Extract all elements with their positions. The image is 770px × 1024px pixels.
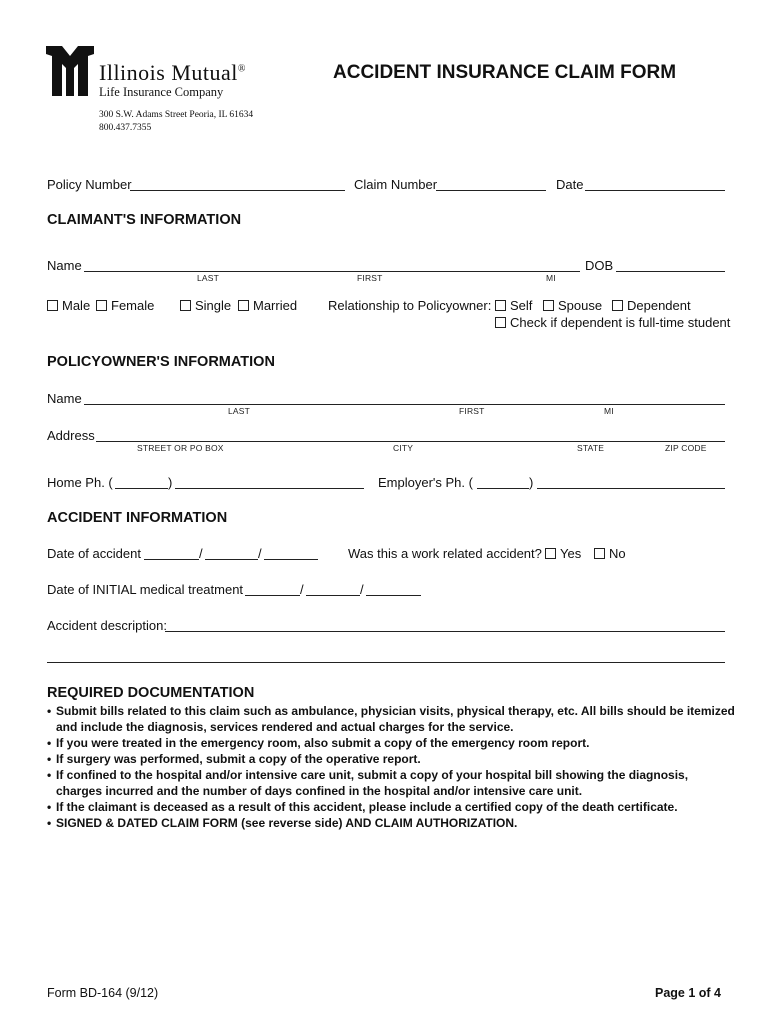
list-item: • If you were treated in the emergency room, also submit a copy of the emergency room report. (47, 735, 737, 751)
checkbox-icon (594, 548, 605, 559)
home-phone-label: Home Ph. ( (47, 475, 113, 490)
description-label: Accident description: (47, 618, 167, 633)
work-related-no-checkbox[interactable]: No (594, 546, 626, 561)
description-field-line-1[interactable] (165, 631, 725, 632)
required-docs-list (47, 703, 737, 831)
work-related-label: Was this a work related accident? (348, 546, 542, 561)
caption-state: STATE (577, 443, 605, 453)
dob-field[interactable] (616, 271, 725, 272)
claimant-name-label: Name (47, 258, 82, 273)
accident-date-label: Date of accident (47, 546, 141, 561)
date-label: Date (556, 177, 584, 192)
male-checkbox[interactable]: Male (47, 298, 90, 313)
date-field[interactable] (585, 190, 725, 191)
dependent-checkbox[interactable]: Dependent (612, 298, 691, 313)
checkbox-icon (47, 300, 58, 311)
work-related-yes-checkbox[interactable]: Yes (545, 546, 581, 561)
date-slash: / (300, 582, 304, 597)
claimant-name-field[interactable] (84, 271, 580, 272)
address-field[interactable] (96, 441, 725, 442)
company-phone: 800.437.7355 (99, 123, 152, 133)
checkbox-icon (495, 317, 506, 328)
spouse-checkbox[interactable]: Spouse (543, 298, 602, 313)
accident-day-field[interactable] (205, 559, 258, 560)
home-phone-field[interactable] (175, 488, 364, 489)
caption-last: LAST (197, 273, 220, 283)
initial-treatment-label: Date of INITIAL medical treatment (47, 582, 244, 597)
date-slash: / (258, 546, 262, 561)
list-item: • Submit bills related to this claim such as ambulance, physician visits, physical therapy, etc. All bills should be itemized and include the diagnosis, services rendered and actual charges for the service. (47, 703, 737, 735)
claim-number-field[interactable] (436, 190, 546, 191)
accident-heading: ACCIDENT INFORMATION (47, 510, 228, 526)
caption-street: STREET OR PO BOX (137, 443, 224, 453)
caption-city: CITY (393, 443, 414, 453)
form-title: ACCIDENT INSURANCE CLAIM FORM (333, 62, 677, 83)
treatment-year-field[interactable] (366, 595, 421, 596)
list-item: • If confined to the hospital and/or intensive care unit, submit a copy of your hospital bill showing the diagnosis, charges incurred and the number of days confined in the hospital and/or intensive care unit. (47, 767, 737, 799)
policy-number-label: Policy Number (47, 177, 132, 192)
female-checkbox[interactable]: Female (96, 298, 154, 313)
policy-number-field[interactable] (130, 190, 345, 191)
single-checkbox[interactable]: Single (180, 298, 231, 313)
checkbox-icon (495, 300, 506, 311)
dob-label: DOB (585, 258, 614, 273)
list-item: • If the claimant is deceased as a result of this accident, please include a certified copy of the death certificate. (47, 799, 737, 815)
caption-mi: MI (546, 273, 556, 283)
checkbox-icon (543, 300, 554, 311)
checkbox-icon (238, 300, 249, 311)
address-label: Address (47, 428, 95, 443)
form-id: Form BD-164 (9/12) (47, 986, 159, 1000)
employer-phone-area-field[interactable] (477, 488, 529, 489)
company-subtitle: Life Insurance Company (99, 85, 224, 99)
claimant-heading: CLAIMANT'S INFORMATION (47, 212, 242, 228)
caption-zip: ZIP CODE (665, 443, 707, 453)
caption-mi: MI (604, 406, 614, 416)
fulltime-student-checkbox[interactable]: Check if dependent is full-time student (495, 315, 730, 330)
logo-mark-icon (44, 44, 96, 98)
caption-first: FIRST (459, 406, 485, 416)
list-item: • If surgery was performed, submit a copy of the operative report. (47, 751, 737, 767)
relationship-label: Relationship to Policyowner: (328, 298, 492, 313)
caption-last: LAST (228, 406, 251, 416)
date-slash: / (199, 546, 203, 561)
treatment-day-field[interactable] (306, 595, 360, 596)
required-docs-heading: REQUIRED DOCUMENTATION (47, 685, 255, 701)
date-slash: / (360, 582, 364, 597)
accident-month-field[interactable] (144, 559, 199, 560)
list-item: • SIGNED & DATED CLAIM FORM (see reverse side) AND CLAIM AUTHORIZATION. (47, 815, 737, 831)
checkbox-icon (96, 300, 107, 311)
company-address: 300 S.W. Adams Street Peoria, IL 61634 (99, 110, 254, 120)
married-checkbox[interactable]: Married (238, 298, 297, 313)
accident-year-field[interactable] (264, 559, 318, 560)
company-name: Illinois Mutual® (99, 60, 246, 85)
caption-first: FIRST (357, 273, 383, 283)
page-number: Page 1 of 4 (655, 986, 721, 1000)
employer-phone-field[interactable] (537, 488, 725, 489)
claim-number-label: Claim Number (354, 177, 438, 192)
checkbox-icon (180, 300, 191, 311)
description-field-line-2[interactable] (47, 662, 725, 663)
checkbox-icon (612, 300, 623, 311)
policyowner-heading: POLICYOWNER'S INFORMATION (47, 354, 275, 370)
home-phone-area-field[interactable] (115, 488, 168, 489)
checkbox-icon (545, 548, 556, 559)
self-checkbox[interactable]: Self (495, 298, 532, 313)
treatment-month-field[interactable] (245, 595, 300, 596)
paren-close: ) (168, 475, 173, 490)
policyowner-name-field[interactable] (84, 404, 725, 405)
employer-phone-label: Employer's Ph. ( (378, 475, 473, 490)
policyowner-name-label: Name (47, 391, 82, 406)
paren-close: ) (529, 475, 534, 490)
